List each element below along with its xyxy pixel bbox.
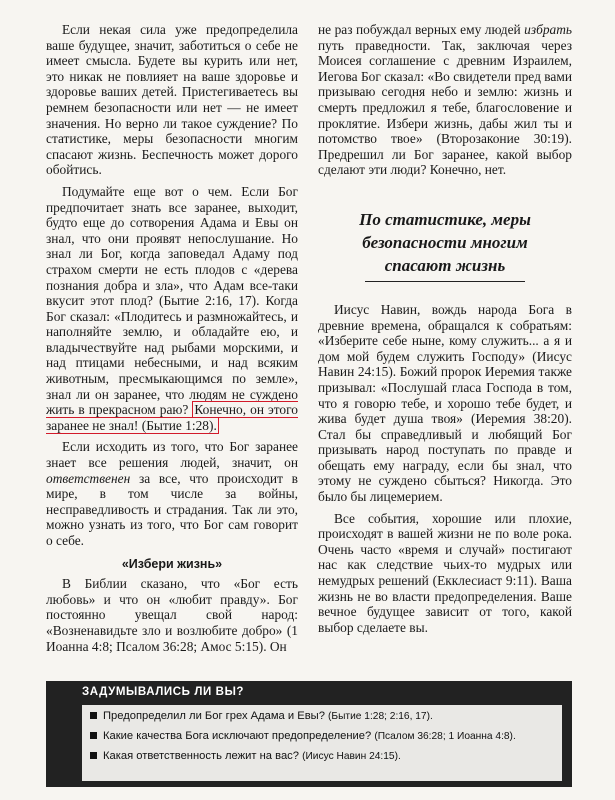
pull-quote-line: По статистике, меры <box>359 209 531 229</box>
list-item <box>90 709 556 724</box>
question-content <box>103 729 516 744</box>
emphasis: ответственен <box>46 470 131 486</box>
paragraph: В Библии сказано, что «Бог есть любовь» и что он «любит правду». Бог постоянно увещал свой народ: «Возненавидьте зло и возлюбите добро» (1 Иоанна 4:8; Псалом 36:28; Амос 5:15). Он <box>46 576 298 654</box>
paragraph: Если некая сила уже предопределила ваше будущее, значит, заботиться о себе не имеет смысла. Будете вы курить или нет, это никак не повлияет на ваше здоровье и здоровье ваших детей. Пристегиваетесь вы ремнем безопасности или нет — не имеет значения. Но верно ли такое суждение? По статистике, меры безопасности многим спасают жизнь. Беспечность может дорого обойтись. <box>46 22 298 178</box>
list-item <box>90 749 556 764</box>
scripture-ref: (Иисус Навин 24:15). <box>302 751 401 762</box>
paragraph <box>46 439 298 548</box>
pull-quote-line: спасают жизнь <box>384 255 506 275</box>
paragraph-text: Подумайте еще вот о чем. Если Бог предпочитает знать все заранее, выходит, будто еще до сотворения Адама и Евы он знал, что они проявят непослушание. Но знал ли Бог, когда заповедал Адаму под страхом смерти не есть плодов с «дерева познания добра и зла», что Адам все-таки вкусит этот плод? (Бытие 2:16, 17). Когда Бог сказал: «Плодитесь и размножайтесь, и наполняйте землю, и обладайте ею, и владычествуйте над рыбами морскими, и над птицами небесными, и над всяким животным, пресмыкающимся по земле», знал ли он заранее, что людям не суждено жить в прекрасном раю? <box>46 183 298 418</box>
highlighted-quote: Конечно, он этого заранее не знал! (Бытие 1:28). <box>46 402 298 433</box>
paragraph-text: Если исходить из того, что Бог заранее знает все решения людей, значит, он <box>46 439 298 471</box>
square-bullet-icon <box>90 752 97 759</box>
question-text: Какие качества Бога исключают предопределение? <box>103 730 372 742</box>
pull-quote-line: безопасности многим <box>362 232 528 252</box>
paragraph-text: не раз побуждал верных ему людей <box>318 22 521 37</box>
paragraph: Все события, хорошие или плохие, происходят в вашей жизни не по воле рока. Очень часто «время и случай» постигают нас как следствие чьих-то мудрых или немудрых решений (Екклесиаст 9:11). Ваша жизнь не во власти предопределения. Ваше вечное будущее зависит от того, какой выбор сделаете вы. <box>318 510 572 635</box>
left-column <box>46 22 298 654</box>
paragraph-text: за все, что происходит в мире, в том числе за войны, несправедливость и страдания. Так ли это, можно узнать из того, что Бог сам говорит о себе. <box>46 470 298 548</box>
question-text: Какая ответственность лежит на вас? <box>103 750 299 762</box>
list-item <box>90 729 556 744</box>
paragraph: Иисус Навин, вождь народа Бога в древние времена, обращался к собратьям: «Изберите себе ныне, кому служить... а я и дом мой будем служить Господу» (Иисус Навин 24:15). Божий пророк Иеремия также призывал: «Послушай гласа Господа в том, что я говорю тебе, и хорошо тебе будет, и жива будет душа твоя» (Иеремия 38:20). Стал бы справедливый и любящий Бог призывать народ поступать по правде и обещать ему награду, если бы знал, что этому не суждено сбыться? Никогда. Это было бы лицемерием. <box>318 301 572 505</box>
question-content <box>103 749 401 764</box>
right-column <box>318 22 572 635</box>
square-bullet-icon <box>90 712 97 719</box>
pull-quote-rule <box>365 281 525 282</box>
square-bullet-icon <box>90 732 97 739</box>
pull-quote <box>318 208 572 282</box>
paragraph-text: путь праведности. Так, заключая через Моисея соглашение с древним Израилем, Иегова Бог сказал: «Во свидетели пред вами призываю сегодня небо и землю: жизнь и смерть предложил я тебе, благословение и проклятие. Избери жизнь, дабы жил ты и потомство твое» (Второзаконие 30:19). Предрешил ли Бог заранее, какой выбор сделают эти люди? Конечно, нет. <box>318 37 572 178</box>
question-text: Предопределил ли Бог грех Адама и Евы? <box>103 710 325 722</box>
questions-box <box>46 681 572 787</box>
emphasis: избрать <box>524 22 572 37</box>
questions-list <box>82 705 562 781</box>
section-subhead: «Избери жизнь» <box>121 556 223 571</box>
paragraph <box>46 184 298 434</box>
scripture-ref: (Псалом 36:28; 1 Иоанна 4:8). <box>374 731 516 742</box>
questions-box-title: ЗАДУМЫВАЛИСЬ ЛИ ВЫ? <box>82 686 245 698</box>
question-content <box>103 709 433 724</box>
scripture-ref: (Бытие 1:28; 2:16, 17). <box>328 711 433 722</box>
paragraph <box>318 22 572 178</box>
